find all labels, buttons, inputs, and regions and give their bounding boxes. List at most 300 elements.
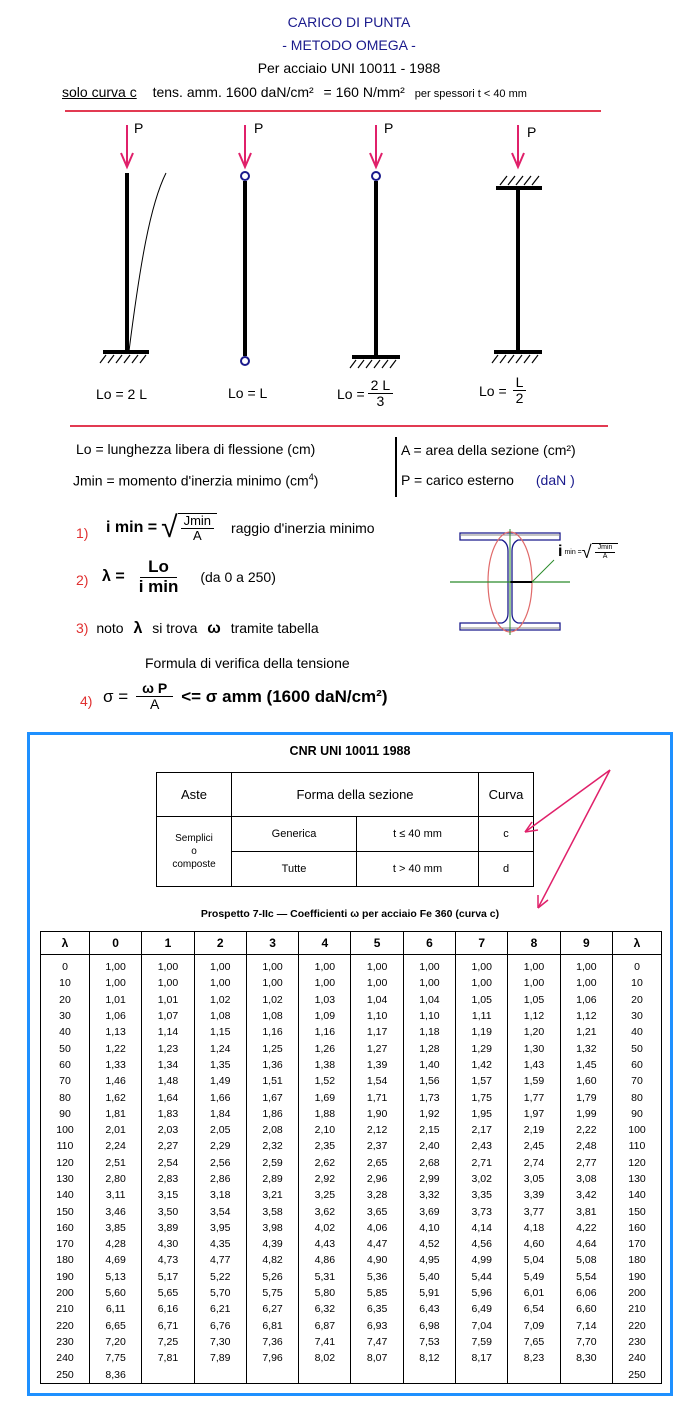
omega-cell: 2,32 [246, 1138, 298, 1154]
table-row [41, 1122, 662, 1138]
lambda-cell: 40 [613, 1024, 662, 1040]
digit-header: 2 [194, 932, 246, 955]
omega-cell: 4,90 [351, 1252, 403, 1268]
step-1-formula: i min = √ $\frac{Jmin}{A}$ raggio d'inerzia minimo [106, 511, 375, 545]
omega-cell: 1,23 [142, 1040, 194, 1056]
omega-cell: 3,05 [508, 1171, 560, 1187]
lambda-cell: 0 [613, 955, 662, 976]
omega-cell: 4,77 [194, 1252, 246, 1268]
lambda-cell: 230 [41, 1334, 90, 1350]
omega-cell: 3,35 [456, 1187, 508, 1203]
load-label: P [254, 120, 264, 136]
omega-cell: 1,05 [508, 992, 560, 1008]
omega-cell: 1,97 [508, 1106, 560, 1122]
omega-cell: 8,23 [508, 1350, 560, 1366]
omega-cell: 4,99 [456, 1252, 508, 1268]
step-2-number: 2) [76, 572, 89, 588]
omega-cell: 1,54 [351, 1073, 403, 1089]
omega-cell: 1,48 [142, 1073, 194, 1089]
omega-cell: 1,34 [142, 1057, 194, 1073]
omega-cell: 2,99 [403, 1171, 455, 1187]
omega-cell: 8,30 [560, 1350, 612, 1366]
omega-cell: 1,10 [403, 1008, 455, 1024]
omega-cell: 4,56 [456, 1236, 508, 1252]
omega-cell: 1,52 [299, 1073, 351, 1089]
omega-cell: 3,81 [560, 1203, 612, 1219]
table-row [41, 992, 662, 1008]
omega-cell: 1,38 [299, 1057, 351, 1073]
table-row [41, 1203, 662, 1219]
lambda-cell: 170 [613, 1236, 662, 1252]
omega-cell: 7,47 [351, 1334, 403, 1350]
digit-header: 0 [90, 932, 142, 955]
digit-header: 8 [508, 932, 560, 955]
omega-cell: 2,24 [90, 1138, 142, 1154]
omega-cell: 1,00 [456, 955, 508, 976]
omega-cell: 2,29 [194, 1138, 246, 1154]
omega-cell: 1,07 [142, 1008, 194, 1024]
stress-note: tens. amm. 1600 daN/cm² [152, 84, 314, 100]
omega-cell: 3,42 [560, 1187, 612, 1203]
hinge-icon [372, 172, 380, 180]
lambda-cell: 10 [41, 975, 90, 991]
omega-cell: 6,93 [351, 1318, 403, 1334]
omega-cell: 6,06 [560, 1285, 612, 1301]
omega-cell [194, 1366, 246, 1383]
omega-cell: 1,26 [299, 1040, 351, 1056]
omega-cell: 1,13 [90, 1024, 142, 1040]
table-row [41, 1301, 662, 1317]
omega-cell: 2,96 [351, 1171, 403, 1187]
lo-label-1: Lo = 2 L [96, 386, 147, 402]
table-row [41, 1106, 662, 1122]
lambda-cell: 190 [613, 1269, 662, 1285]
omega-cell: 4,43 [299, 1236, 351, 1252]
lambda-cell: 130 [613, 1171, 662, 1187]
lambda-cell: 50 [613, 1040, 662, 1056]
omega-cell: 1,27 [351, 1040, 403, 1056]
lambda-cell: 100 [41, 1122, 90, 1138]
omega-cell: 1,79 [560, 1089, 612, 1105]
omega-cell: 5,04 [508, 1252, 560, 1268]
omega-cell: 1,12 [560, 1008, 612, 1024]
table-row [41, 1252, 662, 1268]
omega-cell: 7,59 [456, 1334, 508, 1350]
omega-cell: 7,81 [142, 1350, 194, 1366]
lambda-cell: 50 [41, 1040, 90, 1056]
omega-table [40, 931, 662, 1384]
omega-cell: 1,66 [194, 1089, 246, 1105]
omega-cell: 1,46 [90, 1073, 142, 1089]
lambda-cell: 20 [613, 992, 662, 1008]
omega-cell: 2,80 [90, 1171, 142, 1187]
legend-area: A = area della sezione (cm²) [401, 442, 576, 458]
omega-cell: 4,10 [403, 1220, 455, 1236]
omega-cell: 1,88 [299, 1106, 351, 1122]
omega-cell: 2,10 [299, 1122, 351, 1138]
omega-cell: 7,41 [299, 1334, 351, 1350]
omega-cell: 6,43 [403, 1301, 455, 1317]
lambda-cell: 10 [613, 975, 662, 991]
omega-cell: 2,59 [246, 1155, 298, 1171]
omega-cell: 1,00 [194, 975, 246, 991]
curva-table: Aste Forma della sezione Curva Semplici o composte Generica t ≤ 40 mm c Tutte t > 40 mm d [156, 772, 534, 887]
table-row [41, 1236, 662, 1252]
table-row [41, 1269, 662, 1285]
lambda-cell: 240 [41, 1350, 90, 1366]
omega-cell: 2,51 [90, 1155, 142, 1171]
omega-cell: 1,00 [560, 955, 612, 976]
omega-cell: 2,05 [194, 1122, 246, 1138]
omega-cell: 5,54 [560, 1269, 612, 1285]
omega-cell: 4,06 [351, 1220, 403, 1236]
omega-cell: 6,32 [299, 1301, 351, 1317]
omega-cell: 4,02 [299, 1220, 351, 1236]
lambda-cell: 60 [613, 1057, 662, 1073]
omega-cell: 1,99 [560, 1106, 612, 1122]
omega-cell [456, 1366, 508, 1383]
omega-cell: 1,12 [508, 1008, 560, 1024]
omega-cell: 7,09 [508, 1318, 560, 1334]
lambda-cell: 200 [41, 1285, 90, 1301]
omega-cell: 4,69 [90, 1252, 142, 1268]
table-row [41, 1155, 662, 1171]
lambda-cell: 150 [613, 1203, 662, 1219]
omega-cell: 1,67 [246, 1089, 298, 1105]
step-2-formula: λ = $\frac{Lo}{\text{i min}}$ (da 0 a 250) [102, 557, 276, 596]
page-subtitle: - METODO OMEGA - [282, 37, 416, 53]
omega-cell: 7,20 [90, 1334, 142, 1350]
lambda-cell: 130 [41, 1171, 90, 1187]
omega-cell: 3,50 [142, 1203, 194, 1219]
digit-header: 3 [246, 932, 298, 955]
omega-cell: 1,20 [508, 1024, 560, 1040]
omega-cell: 1,00 [456, 975, 508, 991]
omega-cell: 1,14 [142, 1024, 194, 1040]
omega-cell: 4,60 [508, 1236, 560, 1252]
prospetto-title: Prospetto 7-IIc — Coefficienti ω per acciaio Fe 360 (curva c) [200, 908, 500, 920]
lambda-cell: 30 [41, 1008, 90, 1024]
omega-cell: 1,00 [299, 975, 351, 991]
omega-cell: 5,49 [508, 1269, 560, 1285]
omega-cell: 1,71 [351, 1089, 403, 1105]
omega-cell: 1,04 [351, 992, 403, 1008]
lambda-cell: 240 [613, 1350, 662, 1366]
lambda-cell: 250 [41, 1366, 90, 1383]
lo-label-4: Lo = $\frac{L}{2}$ [479, 375, 526, 407]
table-row [41, 1073, 662, 1089]
middle-rule [70, 425, 608, 427]
column-pinned-pinned [239, 125, 251, 365]
omega-cell: 5,70 [194, 1285, 246, 1301]
omega-cell: 1,22 [90, 1040, 142, 1056]
lambda-cell: 230 [613, 1334, 662, 1350]
omega-cell: 2,37 [351, 1138, 403, 1154]
omega-cell: 1,45 [560, 1057, 612, 1073]
omega-cell [560, 1366, 612, 1383]
omega-cell: 1,64 [142, 1089, 194, 1105]
omega-cell: 3,98 [246, 1220, 298, 1236]
step-4-number: 4) [80, 693, 93, 709]
omega-cell: 1,00 [142, 955, 194, 976]
omega-cell: 5,44 [456, 1269, 508, 1285]
omega-cell: 1,86 [246, 1106, 298, 1122]
omega-cell: 1,00 [142, 975, 194, 991]
omega-cell: 8,02 [299, 1350, 351, 1366]
lambda-cell: 160 [41, 1220, 90, 1236]
omega-cell: 1,56 [403, 1073, 455, 1089]
omega-cell: 1,18 [403, 1024, 455, 1040]
omega-cell: 3,08 [560, 1171, 612, 1187]
verify-title: Formula di verifica della tensione [145, 655, 350, 671]
lambda-cell: 40 [41, 1024, 90, 1040]
legend-lo: Lo = lunghezza libera di flessione (cm) [76, 441, 316, 457]
omega-cell: 1,06 [560, 992, 612, 1008]
load-label: P [527, 124, 537, 140]
omega-cell: 6,76 [194, 1318, 246, 1334]
table-row [41, 1040, 662, 1056]
omega-cell: 2,45 [508, 1138, 560, 1154]
omega-cell: 1,84 [194, 1106, 246, 1122]
omega-cell [246, 1366, 298, 1383]
omega-cell: 4,35 [194, 1236, 246, 1252]
legend-jmin: Jmin = momento d'inerzia minimo $(cm^4)$ [73, 472, 319, 489]
omega-cell: 2,43 [456, 1138, 508, 1154]
omega-cell: 1,08 [194, 1008, 246, 1024]
omega-cell: 8,12 [403, 1350, 455, 1366]
omega-cell: 1,00 [194, 955, 246, 976]
column-fixed-fixed [492, 125, 542, 363]
buckled-shape [129, 173, 166, 351]
omega-cell: 4,22 [560, 1220, 612, 1236]
omega-cell: 2,92 [299, 1171, 351, 1187]
omega-cell: 1,83 [142, 1106, 194, 1122]
page-title: CARICO DI PUNTA [287, 14, 411, 30]
lambda-cell: 60 [41, 1057, 90, 1073]
omega-cell: 5,26 [246, 1269, 298, 1285]
table-row [41, 1138, 662, 1154]
omega-cell: 1,40 [403, 1057, 455, 1073]
lambda-cell: 160 [613, 1220, 662, 1236]
lambda-cell: 220 [41, 1318, 90, 1334]
omega-cell: 1,60 [560, 1073, 612, 1089]
digit-header: 5 [351, 932, 403, 955]
top-rule [65, 110, 601, 112]
omega-cell: 2,40 [403, 1138, 455, 1154]
omega-cell: 1,00 [246, 955, 298, 976]
omega-cell: 2,54 [142, 1155, 194, 1171]
omega-cell: 3,21 [246, 1187, 298, 1203]
omega-cell: 5,60 [90, 1285, 142, 1301]
omega-cell: 3,69 [403, 1203, 455, 1219]
lambda-cell: 80 [41, 1089, 90, 1105]
stress-line [62, 84, 527, 100]
table-row [41, 1350, 662, 1366]
lambda-cell: 140 [41, 1187, 90, 1203]
lambda-cell: 30 [613, 1008, 662, 1024]
omega-cell: 4,18 [508, 1220, 560, 1236]
step-3: 3) noto λ si trova ω tramite tabella [76, 620, 319, 637]
omega-cell: 7,04 [456, 1318, 508, 1334]
omega-cell [508, 1366, 560, 1383]
omega-cell: 1,19 [456, 1024, 508, 1040]
digit-header: 1 [142, 932, 194, 955]
lambda-cell: 70 [613, 1073, 662, 1089]
omega-cell: 1,43 [508, 1057, 560, 1073]
table-row [41, 1285, 662, 1301]
omega-cell: 4,39 [246, 1236, 298, 1252]
omega-cell: 5,91 [403, 1285, 455, 1301]
lambda-cell: 120 [613, 1155, 662, 1171]
legend-divider [395, 437, 397, 497]
lambda-cell: 80 [613, 1089, 662, 1105]
omega-cell: 2,77 [560, 1155, 612, 1171]
omega-cell: 5,75 [246, 1285, 298, 1301]
omega-cell: 2,89 [246, 1171, 298, 1187]
omega-cell: 1,01 [142, 992, 194, 1008]
omega-cell: 1,30 [508, 1040, 560, 1056]
omega-cell: 7,25 [142, 1334, 194, 1350]
omega-cell: 7,53 [403, 1334, 455, 1350]
lambda-cell: 250 [613, 1366, 662, 1383]
omega-cell: 2,01 [90, 1122, 142, 1138]
digit-header: 9 [560, 932, 612, 955]
omega-cell: 6,16 [142, 1301, 194, 1317]
columns-diagram [0, 115, 698, 415]
omega-cell: 1,49 [194, 1073, 246, 1089]
omega-cell: 1,81 [90, 1106, 142, 1122]
omega-cell: 1,28 [403, 1040, 455, 1056]
omega-cell: 1,00 [246, 975, 298, 991]
omega-cell: 1,00 [403, 955, 455, 976]
omega-cell: 6,27 [246, 1301, 298, 1317]
table-row [41, 1057, 662, 1073]
omega-cell: 1,42 [456, 1057, 508, 1073]
table-row [41, 1220, 662, 1236]
omega-cell: 3,32 [403, 1187, 455, 1203]
omega-cell: 1,15 [194, 1024, 246, 1040]
omega-cell: 3,65 [351, 1203, 403, 1219]
digit-header: 6 [403, 932, 455, 955]
lambda-cell: 180 [41, 1252, 90, 1268]
omega-cell: 5,80 [299, 1285, 351, 1301]
omega-cell: 1,36 [246, 1057, 298, 1073]
table-row [41, 1334, 662, 1350]
omega-cell: 3,89 [142, 1220, 194, 1236]
omega-cell: 3,85 [90, 1220, 142, 1236]
omega-cell: 2,48 [560, 1138, 612, 1154]
omega-cell: 7,36 [246, 1334, 298, 1350]
omega-cell: 6,11 [90, 1301, 142, 1317]
omega-cell: 3,95 [194, 1220, 246, 1236]
omega-cell: 6,98 [403, 1318, 455, 1334]
omega-cell [403, 1366, 455, 1383]
omega-cell: 2,65 [351, 1155, 403, 1171]
table-row [41, 975, 662, 991]
omega-cell: 1,75 [456, 1089, 508, 1105]
omega-cell: 1,57 [456, 1073, 508, 1089]
hinge-icon [241, 357, 249, 365]
table-row [41, 955, 662, 976]
omega-cell: 1,00 [351, 975, 403, 991]
omega-cell: 6,71 [142, 1318, 194, 1334]
omega-cell: 1,73 [403, 1089, 455, 1105]
lambda-cell: 180 [613, 1252, 662, 1268]
omega-cell: 1,08 [246, 1008, 298, 1024]
omega-cell: 1,35 [194, 1057, 246, 1073]
omega-cell: 1,06 [90, 1008, 142, 1024]
lambda-cell: 0 [41, 955, 90, 976]
omega-cell: 5,65 [142, 1285, 194, 1301]
omega-cell: 2,74 [508, 1155, 560, 1171]
omega-cell: 2,62 [299, 1155, 351, 1171]
omega-cell: 1,59 [508, 1073, 560, 1089]
omega-cell: 1,92 [403, 1106, 455, 1122]
omega-cell: 5,08 [560, 1252, 612, 1268]
lo-label-3: Lo = $\frac{2 L}{3}$ [337, 378, 393, 410]
thickness-note: per spessori t < 40 mm [414, 88, 527, 100]
omega-cell: 5,17 [142, 1269, 194, 1285]
digit-header: 7 [456, 932, 508, 955]
omega-cell: 3,02 [456, 1171, 508, 1187]
lambda-cell: 110 [41, 1138, 90, 1154]
omega-cell: 1,00 [351, 955, 403, 976]
omega-cell: 6,54 [508, 1301, 560, 1317]
omega-cell: 2,22 [560, 1122, 612, 1138]
omega-cell: 1,77 [508, 1089, 560, 1105]
omega-cell: 1,04 [403, 992, 455, 1008]
lambda-cell: 90 [613, 1106, 662, 1122]
omega-cell: 5,13 [90, 1269, 142, 1285]
omega-cell: 3,77 [508, 1203, 560, 1219]
omega-cell: 2,83 [142, 1171, 194, 1187]
omega-cell: 2,17 [456, 1122, 508, 1138]
omega-cell: 8,17 [456, 1350, 508, 1366]
lambda-cell: 210 [613, 1301, 662, 1317]
omega-cell: 1,00 [90, 975, 142, 991]
omega-cell: 5,36 [351, 1269, 403, 1285]
omega-cell: 6,49 [456, 1301, 508, 1317]
omega-cell: 3,62 [299, 1203, 351, 1219]
lambda-cell: 100 [613, 1122, 662, 1138]
lambda-cell: 20 [41, 992, 90, 1008]
omega-cell: 2,27 [142, 1138, 194, 1154]
omega-cell [351, 1366, 403, 1383]
pointer-arrows [510, 760, 650, 920]
omega-cell: 4,52 [403, 1236, 455, 1252]
lambda-cell: 220 [613, 1318, 662, 1334]
table-row [41, 1089, 662, 1105]
omega-cell: 1,16 [299, 1024, 351, 1040]
table-row [41, 1187, 662, 1203]
omega-cell: 4,73 [142, 1252, 194, 1268]
load-label: P [134, 120, 144, 136]
omega-cell: 1,09 [299, 1008, 351, 1024]
omega-cell: 4,95 [403, 1252, 455, 1268]
omega-cell: 6,87 [299, 1318, 351, 1334]
omega-cell: 7,65 [508, 1334, 560, 1350]
omega-cell: 1,00 [508, 975, 560, 991]
omega-cell: 1,11 [456, 1008, 508, 1024]
omega-cell: 4,64 [560, 1236, 612, 1252]
omega-cell: 2,71 [456, 1155, 508, 1171]
omega-cell: 4,30 [142, 1236, 194, 1252]
omega-cell: 1,05 [456, 992, 508, 1008]
load-label: P [384, 120, 394, 136]
omega-cell: 1,24 [194, 1040, 246, 1056]
table-row [41, 1171, 662, 1187]
curve-note: solo curva c [62, 84, 137, 100]
